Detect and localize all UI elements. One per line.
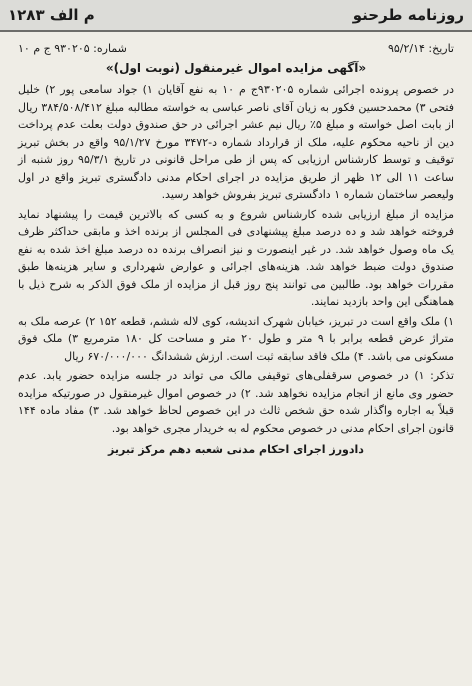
notice-title: «آگهی مزایده اموال غیرمنقول (نوبت اول)» (105, 60, 367, 75)
issue-number: م الف ۱۲۸۳ (8, 6, 95, 24)
paragraph-property: ۱) ملک واقع است در تبریز، خیابان شهرک اندیشه، کوی لاله ششم، قطعه ۱۵۲ ۲) عرصه ملک به متراژ عرض قطعه برابر با ۹ متر و طول ۲۰ متر و مساحت کل ۱۸۰ مترمربع ۳) ملک فوق مسکونی می باشد. ۴) ملک فاقد سابقه ثبت است. ارزش ششدانگ ۶۷۰/۰۰۰/۰۰۰ ریال (18, 314, 455, 363)
paragraph-case: در خصوص پرونده اجرائی شماره ۹۳۰۲۰۵ج م ۱۰ به نفع آقایان ۱) جواد سامعی پور ۲) خلیل فتحی ۳) محمدحسین فکور به زیان آقای ناصر عباسی به خواسته مطالبه مبلغ ۳۸۴/۵۰۸/۴۱۲ ریال از بابت اصل خواسته و مبلغ ۵٪ ریال نیم عشر اجرائی در حق صندوق دولت بعلت عدم پرداخت دین از ناحیه محکوم علیه، ملک از قرارداد شماره د-۳۴۷۲ مورخ ۹۵/۱/۲۷ واقع در بخش تبریز توقیف و توسط کارشناس ارزیابی که پس از طی مراحل قانونی در تاریخ ۹۵/۳/۱ روز شنبه از ساعت ۱۱ الی ۱۲ ظهر از طریق مزایده در اجرای احکام مدنی دادگستری تبریز واقع در اول ولیعصر ساختمان شماره ۱ دادگستری تبریز بفروش خواهد رسید. (18, 83, 455, 201)
notice-date: تاریخ: ۹۵/۲/۱۴ (387, 42, 454, 55)
clipping-header (0, 0, 472, 32)
auction-notice (10, 40, 462, 676)
newspaper-name: روزنامه طرحنو (352, 6, 464, 24)
paragraph-terms: مزایده از مبلغ ارزیابی شده کارشناس شروع و به کسی که بالاترین قیمت را پیشنهاد نماید فروخته خواهد شد و ده درصد مبلغ پیشنهادی فی المجلس از برنده اخذ و مابقی حداکثر ظرف یک ماه وصول خواهد شد. در غیر اینصورت و نیز انصراف برنده ده درصد مبلغ اخذ شده به نفع صندوق دولت ضبط خواهد شد. هزینه‌های اجرائی و عوارض شهرداری و سایر هزینه‌ها طبق مقررات خواهد بود. طالبین می توانند پنج روز قبل از مزایده از ملک فوق الذکر به شرح ذیل با هماهنگی این واحد بازدید نمایند. (18, 207, 454, 308)
paragraph-notes: تذکر: ۱) در خصوص سرقفلی‌های توقیفی مالک می تواند در جلسه مزایده حضور یابد. عدم حضور وی مانع از انجام مزایده نخواهد شد. ۲) در خصوص اموال غیرمنقول در صورتیکه مزایده قبلاً به اجاره واگذار شده حق شخص ثالث در این خصوص لحاظ خواهد شد. ۳) مفاد ماده ۱۴۴ قانون اجرای احکام مدنی در خصوص محکوم له به خریدار مجری خواهد بود. (18, 369, 454, 435)
signature: دادورز اجرای احکام مدنی شعبه دهم مرکز تبریز (108, 443, 364, 456)
notice-meta (18, 40, 454, 58)
notice-number: شماره: ۹۳۰۲۰۵ ج م ۱۰ (18, 42, 127, 55)
